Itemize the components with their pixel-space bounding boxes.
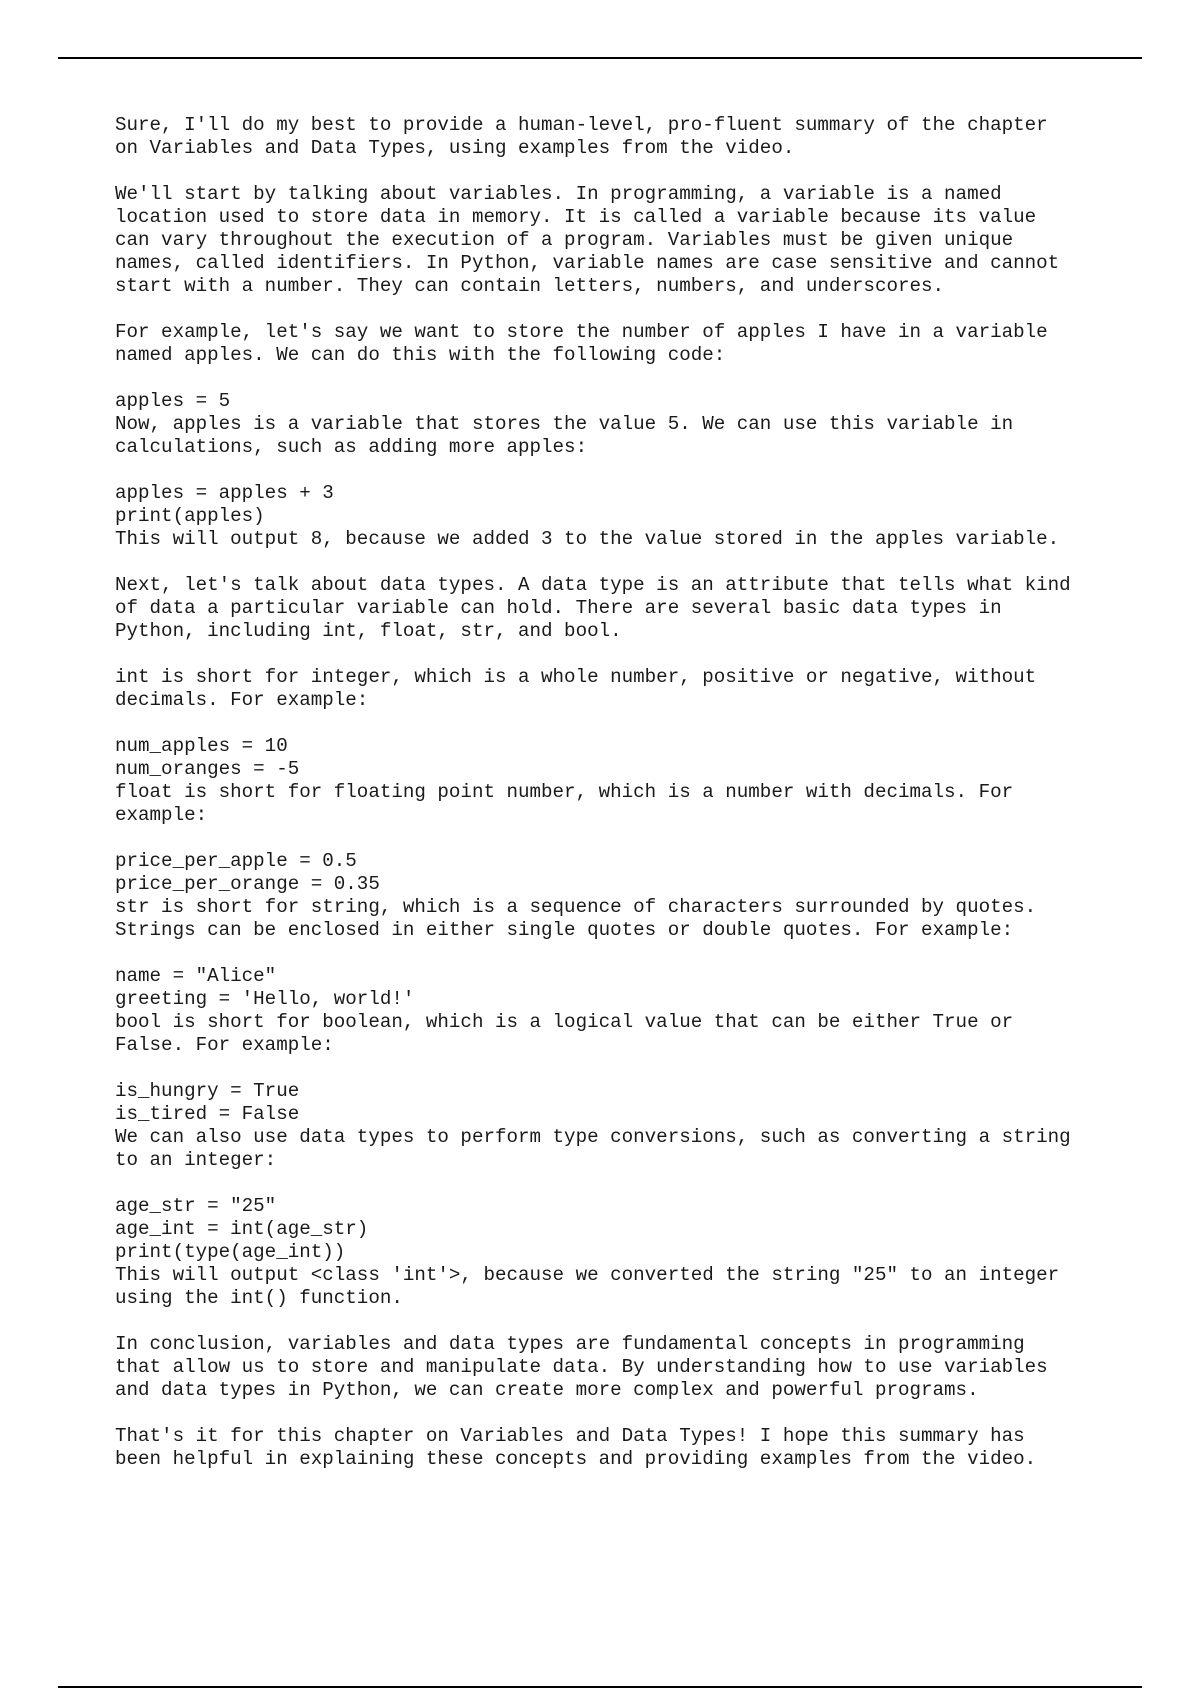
paragraph (115, 183, 1155, 298)
paragraph (115, 666, 1155, 712)
text-line: start with a number. They can contain letters, numbers, and underscores. (115, 275, 945, 297)
text-line: price_per_orange = 0.35 (115, 873, 380, 895)
paragraph (115, 1425, 1155, 1471)
text-line: that allow us to store and manipulate data. By understanding how to use variables (115, 1356, 1048, 1378)
text-line: False. For example: (115, 1034, 334, 1056)
bottom-rule (58, 1686, 1142, 1688)
text-line: We'll start by talking about variables. In programming, a variable is a named (115, 183, 1002, 205)
text-line: num_apples = 10 (115, 735, 288, 757)
text-line: This will output <class 'int'>, because we converted the string "25" to an integer (115, 1264, 1060, 1286)
text-line: names, called identifiers. In Python, variable names are case sensitive and cannot (115, 252, 1060, 274)
text-line: For example, let's say we want to store the number of apples I have in a variable (115, 321, 1048, 343)
paragraph (115, 114, 1155, 160)
text-line: int is short for integer, which is a whole number, positive or negative, without (115, 666, 1037, 688)
paragraph (115, 574, 1155, 643)
paragraph (115, 390, 1155, 459)
text-line: and data types in Python, we can create more complex and powerful programs. (115, 1379, 979, 1401)
text-line: print(type(age_int)) (115, 1241, 346, 1263)
text-line: is_tired = False (115, 1103, 300, 1125)
text-line: age_str = "25" (115, 1195, 277, 1217)
text-line: greeting = 'Hello, world!' (115, 988, 415, 1010)
text-line: num_oranges = -5 (115, 758, 300, 780)
top-rule (58, 57, 1142, 59)
text-line: str is short for string, which is a sequence of characters surrounded by quotes. (115, 896, 1037, 918)
paragraph (115, 321, 1155, 367)
text-line: apples = apples + 3 (115, 482, 334, 504)
paragraph (115, 1195, 1155, 1310)
text-line: Sure, I'll do my best to provide a human-level, pro-fluent summary of the chapter (115, 114, 1048, 136)
text-line: to an integer: (115, 1149, 277, 1171)
paragraph (115, 1333, 1155, 1402)
text-line: Strings can be enclosed in either single quotes or double quotes. For example: (115, 919, 1014, 941)
text-line: named apples. We can do this with the following code: (115, 344, 726, 366)
text-line: In conclusion, variables and data types are fundamental concepts in programming (115, 1333, 1025, 1355)
text-line: We can also use data types to perform type conversions, such as converting a string (115, 1126, 1071, 1148)
text-line: That's it for this chapter on Variables and Data Types! I hope this summary has (115, 1425, 1025, 1447)
text-line: Now, apples is a variable that stores the value 5. We can use this variable in (115, 413, 1014, 435)
text-line: can vary throughout the execution of a program. Variables must be given unique (115, 229, 1014, 251)
paragraph (115, 482, 1155, 551)
text-line: float is short for floating point number, which is a number with decimals. For (115, 781, 1014, 803)
text-line: is_hungry = True (115, 1080, 300, 1102)
text-line: example: (115, 804, 208, 826)
text-line: age_int = int(age_str) (115, 1218, 369, 1240)
paragraph (115, 850, 1155, 942)
text-line: decimals. For example: (115, 689, 369, 711)
text-line: This will output 8, because we added 3 to the value stored in the apples variable. (115, 528, 1060, 550)
paragraph (115, 1080, 1155, 1172)
document-body (115, 114, 1155, 1494)
text-line: location used to store data in memory. It is called a variable because its value (115, 206, 1037, 228)
text-line: been helpful in explaining these concepts and providing examples from the video. (115, 1448, 1037, 1470)
text-line: Next, let's talk about data types. A data type is an attribute that tells what kind (115, 574, 1071, 596)
text-line: print(apples) (115, 505, 265, 527)
text-line: of data a particular variable can hold. There are several basic data types in (115, 597, 1002, 619)
text-line: bool is short for boolean, which is a logical value that can be either True or (115, 1011, 1014, 1033)
text-line: on Variables and Data Types, using examples from the video. (115, 137, 795, 159)
paragraph (115, 735, 1155, 827)
text-line: price_per_apple = 0.5 (115, 850, 357, 872)
text-line: apples = 5 (115, 390, 231, 412)
text-line: calculations, such as adding more apples: (115, 436, 588, 458)
text-line: name = "Alice" (115, 965, 277, 987)
paragraph (115, 965, 1155, 1057)
text-line: using the int() function. (115, 1287, 403, 1309)
text-line: Python, including int, float, str, and bool. (115, 620, 622, 642)
